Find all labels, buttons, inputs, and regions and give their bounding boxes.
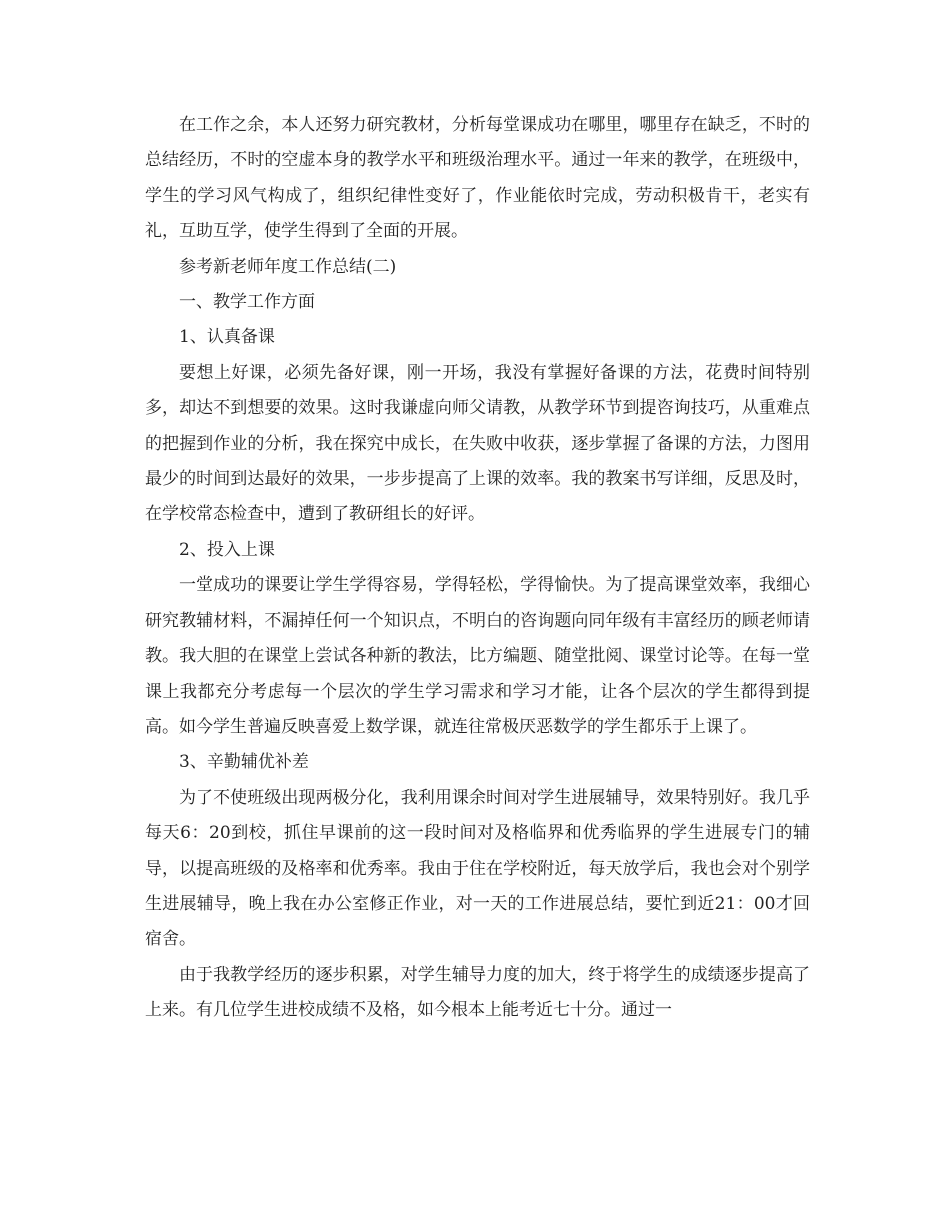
- paragraph-tutoring: 为了不使班级出现两极分化，我利用课余时间对学生进展辅导，效果特别好。我几乎每天6：20到校，抓住早课前的这一段时间对及格临界和优秀临界的学生进展专门的辅导，以提高班级的及格率和优秀率。我由于住在学校附近，每天放学后，我也会对个别学生进展辅导，晚上我在办公室修正作业，对一天的工作进展总结，要忙到近21：00才回宿舍。: [145, 787, 810, 950]
- paragraph-work-reflection: 在工作之余，本人还努力研究教材，分析每堂课成功在哪里，哪里存在缺乏，不时的总结经历，不时的空虚本身的教学水平和班级治理水平。通过一年来的教学，在班级中，学生的学习风气构成了，组织纪律性变好了，作业能依时完成，劳动积极肯干，老实有礼，互助互学，使学生得到了全面的开展。: [145, 115, 810, 242]
- section-title-reference-summary: 参考新老师年度工作总结(二): [179, 256, 397, 277]
- paragraph-results: 由于我教学经历的逐步积累，对学生辅导力度的加大，终于将学生的成绩逐步提高了上来。有几位学生进校成绩不及格，如今根本上能考近七十分。通过一: [145, 964, 810, 1021]
- subheading-lesson-preparation: 1、认真备课: [179, 327, 275, 348]
- document-page: [145, 108, 810, 1029]
- subheading-teaching-class: 2、投入上课: [179, 539, 275, 560]
- heading-teaching-work: 一、教学工作方面: [179, 292, 315, 313]
- paragraph-lesson-preparation: 要想上好课，必须先备好课，刚一开场，我没有掌握好备课的方法，花费时间特别多，却达不到想要的效果。这时我谦虚向师父请教，从教学环节到提咨询技巧，从重难点的把握到作业的分析，我在探究中成长，在失败中收获，逐步掌握了备课的方法，力图用最少的时间到达最好的效果，一步步提高了上课的效率。我的教案书写详细，反思及时，在学校常态检查中，遭到了教研组长的好评。: [145, 362, 810, 525]
- subheading-tutoring: 3、辛勤辅优补差: [179, 752, 309, 773]
- paragraph-teaching-class: 一堂成功的课要让学生学得容易，学得轻松，学得愉快。为了提高课堂效率，我细心研究教辅材料，不漏掉任何一个知识点，不明白的咨询题向同年级有丰富经历的顾老师请教。我大胆的在课堂上尝试各种新的教法，比方编题、随堂批阅、课堂讨论等。在每一堂课上我都充分考虑每一个层次的学生学习需求和学习才能，让各个层次的学生都得到提高。如今学生普遍反映喜爱上数学课，就连往常极厌恶数学的学生都乐于上课了。: [145, 575, 810, 737]
